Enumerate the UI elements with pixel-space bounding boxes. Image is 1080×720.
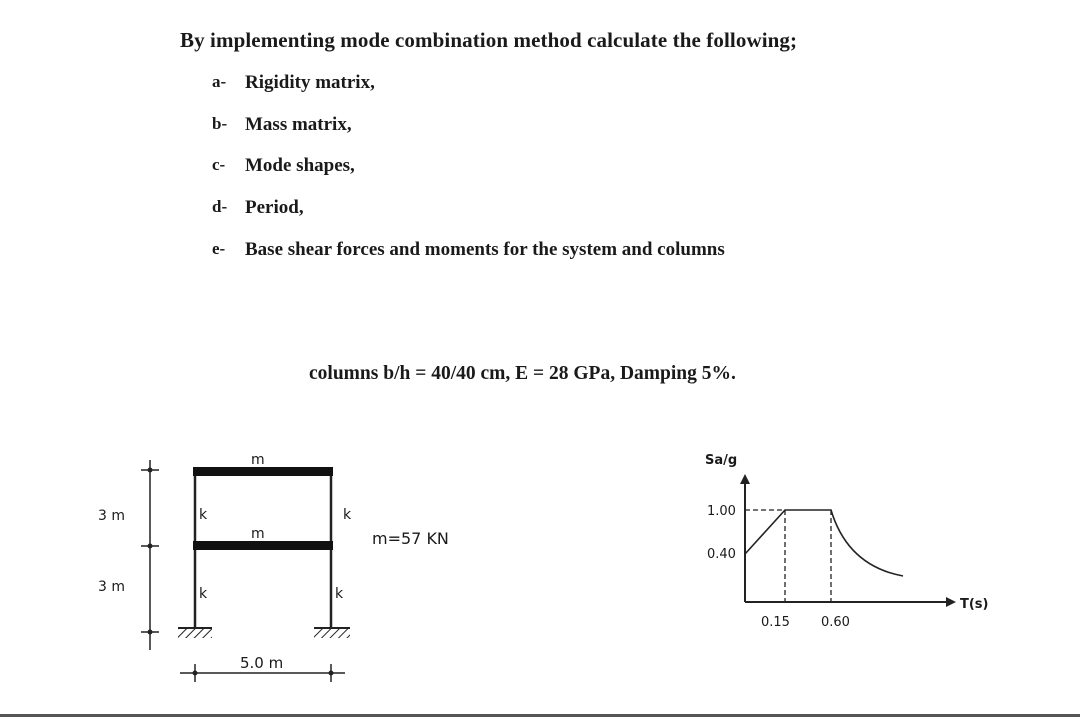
span-label: 5.0 m: [240, 654, 284, 672]
list-item-label: b-: [212, 114, 228, 133]
list-item-text: Period,: [245, 197, 304, 218]
y-axis-arrow-icon: [740, 474, 750, 484]
spectrum-x-label: T(s): [960, 597, 989, 612]
list-item-label: d-: [212, 197, 228, 216]
response-spectrum: [705, 453, 989, 630]
right-fixed-support: [314, 628, 350, 638]
list-item-text: Mode shapes,: [245, 155, 355, 176]
stiffness-label-bottom-right: k: [335, 586, 344, 602]
stiffness-label-top-left: k: [199, 507, 208, 523]
problem-parameters: columns b/h = 40/40 cm, E = 28 GPa, Damping 5%.: [309, 363, 736, 384]
list-item-text: Mass matrix,: [245, 114, 352, 135]
list-item-text: Rigidity matrix,: [245, 72, 375, 93]
dimension-marker-mid: [141, 544, 159, 549]
list-item-label: a-: [212, 72, 227, 91]
span-marker-right: [329, 664, 334, 682]
mass-value-label: m=57 KN: [372, 529, 449, 548]
spectrum-y-label: Sa/g: [705, 453, 738, 468]
story-height-top-label: 3 m: [98, 508, 125, 524]
page-bottom-edge: [0, 714, 1080, 717]
y-tick-label-1.00: 1.00: [707, 504, 736, 519]
stiffness-label-top-right: k: [343, 507, 352, 523]
list-item-text: Base shear forces and moments for the system and columns: [245, 239, 725, 260]
stiffness-label-bottom-left: k: [199, 586, 208, 602]
dimension-marker-base: [141, 630, 159, 635]
bottom-floor-beam: [193, 541, 333, 550]
dimension-marker-top: [141, 468, 159, 473]
mass-top-label: m: [251, 452, 265, 468]
list-item-label: c-: [212, 155, 226, 174]
frame-diagram: [98, 452, 449, 682]
problem-heading: By implementing mode combination method calculate the following;: [180, 28, 798, 52]
spectrum-curve: [745, 510, 903, 576]
y-tick-label-0.40: 0.40: [707, 547, 736, 562]
x-axis-arrow-icon: [946, 597, 956, 607]
top-floor-beam: [193, 467, 333, 476]
x-tick-label-0.15: 0.15: [761, 615, 790, 630]
span-marker-left: [193, 664, 198, 682]
story-height-bottom-label: 3 m: [98, 579, 125, 595]
list-item-label: e-: [212, 239, 226, 258]
x-tick-label-0.60: 0.60: [821, 615, 850, 630]
mass-bottom-label: m: [251, 526, 265, 542]
left-fixed-support: [178, 628, 212, 638]
